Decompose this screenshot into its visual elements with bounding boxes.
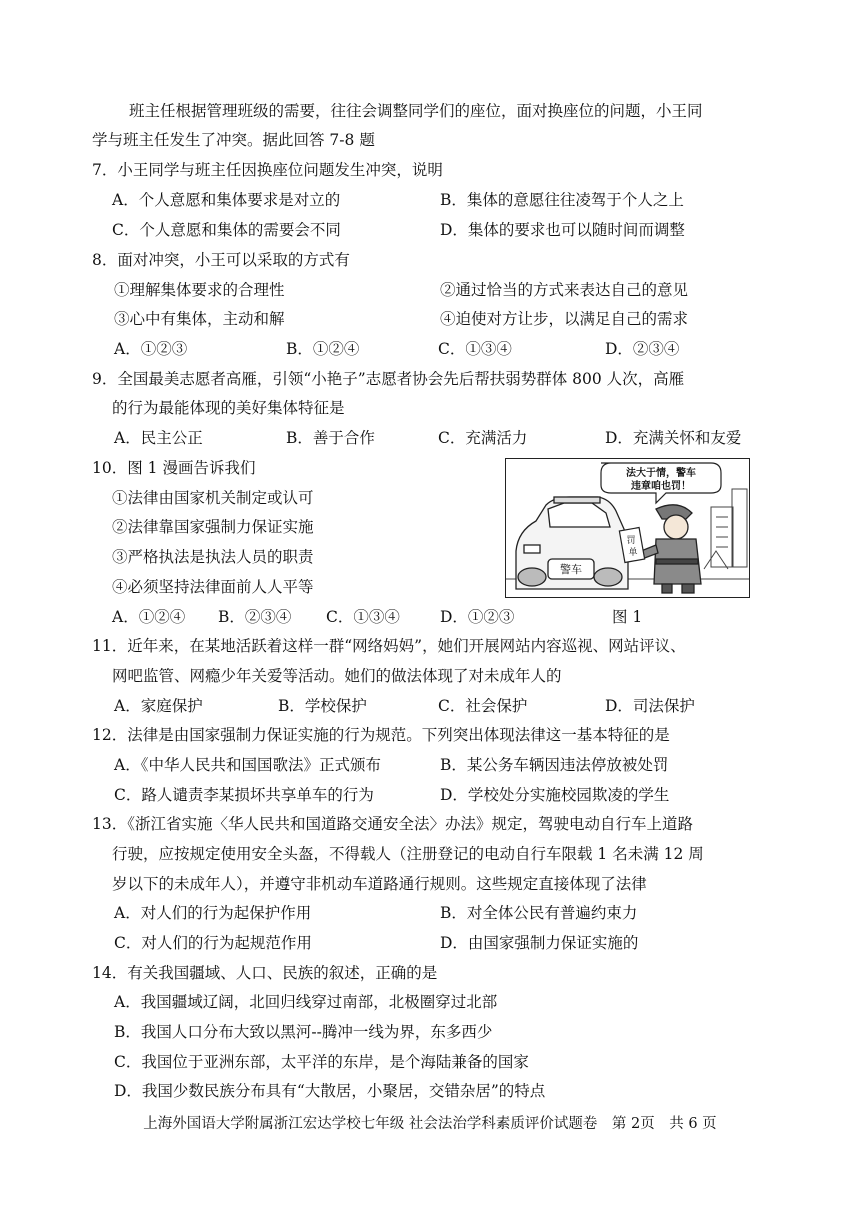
cartoon-car-label: 警车 <box>560 563 582 576</box>
intro-line-2: 学与班主任发生了冲突。据此回答 7-8 题 <box>92 131 375 149</box>
q13-option-a: A．对人们的行为起保护作用 <box>114 904 312 922</box>
q12-option-b: B．某公务车辆因违法停放被处罚 <box>440 756 669 774</box>
q7-stem: 7．小王同学与班主任因换座位问题发生冲突，说明 <box>92 161 443 179</box>
q13-option-d: D．由国家强制力保证实施的 <box>440 934 639 952</box>
page-footer: 上海外国语大学附属浙江宏达学校七年级 社会法治学科素质评价试题卷 第 2页 共 6 页 <box>143 1116 717 1132</box>
q13-stem-line-3: 岁以下的未成年人），并遵守非机动车道路通行规则。这些规定直接体现了法律 <box>112 875 647 893</box>
q12-option-d: D．学校处分实施校园欺凌的学生 <box>440 786 670 804</box>
q13-option-b: B．对全体公民有普遍约束力 <box>440 904 638 922</box>
q8-option-d: D．②③④ <box>605 340 680 358</box>
q10-stem: 10．图 1 漫画告诉我们 <box>92 459 256 477</box>
q11-option-d: D．司法保护 <box>605 697 695 715</box>
q10-option-a: A．①②④ <box>112 608 186 626</box>
cartoon-ticket-line-2: 单 <box>628 548 638 558</box>
q8-option-b: B．①②④ <box>286 340 360 358</box>
q11-stem-line-1: 11．近年来，在某地活跃着这样一群“网络妈妈”，她们开展网站内容巡视、网站评议、 <box>92 637 686 655</box>
q7-option-b: B．集体的意愿往往凌驾于个人之上 <box>440 191 684 209</box>
q13-option-c: C．对人们的行为起规范作用 <box>114 934 312 952</box>
q9-option-d: D．充满关怀和友爱 <box>605 429 742 447</box>
q12-option-a: A．《中华人民共和国国歌法》正式颁布 <box>114 756 381 774</box>
q12-stem: 12．法律是由国家强制力保证实施的行为规范。下列突出体现法律这一基本特征的是 <box>92 726 670 744</box>
q9-stem-line-2: 的行为最能体现的美好集体特征是 <box>112 399 345 417</box>
q13-stem-line-1: 13．《浙江省实施〈华人民共和国道路交通安全法〉办法》规定，驾驶电动自行车上道路 <box>92 815 693 833</box>
q7-option-a: A．个人意愿和集体要求是对立的 <box>112 191 341 209</box>
q9-option-c: C．充满活力 <box>438 429 528 447</box>
q12-option-c: C．路人谴责李某损坏共享单车的行为 <box>114 786 374 804</box>
q8-option-c: C．①③④ <box>438 340 512 358</box>
q13-stem-line-2: 行驶，应按规定使用安全头盔，不得载人（注册登记的电动自行车限载 1 名未满 12 周 <box>112 845 704 863</box>
q9-stem-line-1: 9．全国最美志愿者高雁，引领“小艳子”志愿者协会先后帮扶弱势群体 800 人次，高雁 <box>92 370 685 388</box>
q10-statement-4: ④必须坚持法律面前人人平等 <box>112 578 314 596</box>
cartoon-ticket-line-1: 罚 <box>626 536 636 546</box>
q10-option-c: C．①③④ <box>326 608 400 626</box>
q8-statement-4: ④迫使对方让步，以满足自己的需求 <box>440 310 689 328</box>
q8-statement-3: ③心中有集体，主动和解 <box>114 310 285 328</box>
q8-statement-2: ②通过恰当的方式来表达自己的意见 <box>440 281 689 299</box>
q7-option-c: C．个人意愿和集体的需要会不同 <box>112 221 341 239</box>
q14-stem: 14．有关我国疆域、人口、民族的叙述，正确的是 <box>92 964 438 982</box>
q14-option-b: B．我国人口分布大致以黑河--腾冲一线为界，东多西少 <box>114 1023 493 1041</box>
figure-1-caption: 图 1 <box>612 608 643 626</box>
q10-statement-3: ③严格执法是执法人员的职责 <box>112 548 314 566</box>
q8-statement-1: ①理解集体要求的合理性 <box>114 281 285 299</box>
cartoon-bubble-line-1: 法大于情，警车 <box>626 468 696 479</box>
q11-option-b: B．学校保护 <box>278 697 367 715</box>
q11-option-c: C．社会保护 <box>438 697 528 715</box>
q10-statement-2: ②法律靠国家强制力保证实施 <box>112 518 314 536</box>
police-car-cartoon-image <box>506 459 749 597</box>
figure-1-cartoon <box>505 458 750 598</box>
q11-option-a: A．家庭保护 <box>114 697 203 715</box>
q8-option-a: A．①②③ <box>114 340 188 358</box>
q14-option-d: D．我国少数民族分布具有“大散居，小聚居，交错杂居”的特点 <box>114 1082 546 1100</box>
cartoon-bubble-line-2: 违章咱也罚！ <box>631 481 691 492</box>
q14-option-a: A．我国疆域辽阔，北回归线穿过南部，北极圈穿过北部 <box>114 993 498 1011</box>
q10-option-d: D．①②③ <box>440 608 515 626</box>
q7-option-d: D．集体的要求也可以随时间而调整 <box>440 221 685 239</box>
q11-stem-line-2: 网吧监管、网瘾少年关爱等活动。她们的做法体现了对未成年人的 <box>112 667 562 685</box>
q9-option-b: B．善于合作 <box>286 429 375 447</box>
q10-statement-1: ①法律由国家机关制定或认可 <box>112 489 314 507</box>
q8-stem: 8．面对冲突，小王可以采取的方式有 <box>92 251 350 269</box>
intro-line-1: 班主任根据管理班级的需要，往往会调整同学们的座位，面对换座位的问题，小王同 <box>129 102 703 120</box>
q14-option-c: C．我国位于亚洲东部，太平洋的东岸，是个海陆兼备的国家 <box>114 1053 529 1071</box>
q9-option-a: A．民主公正 <box>114 429 203 447</box>
q10-option-b: B．②③④ <box>218 608 292 626</box>
